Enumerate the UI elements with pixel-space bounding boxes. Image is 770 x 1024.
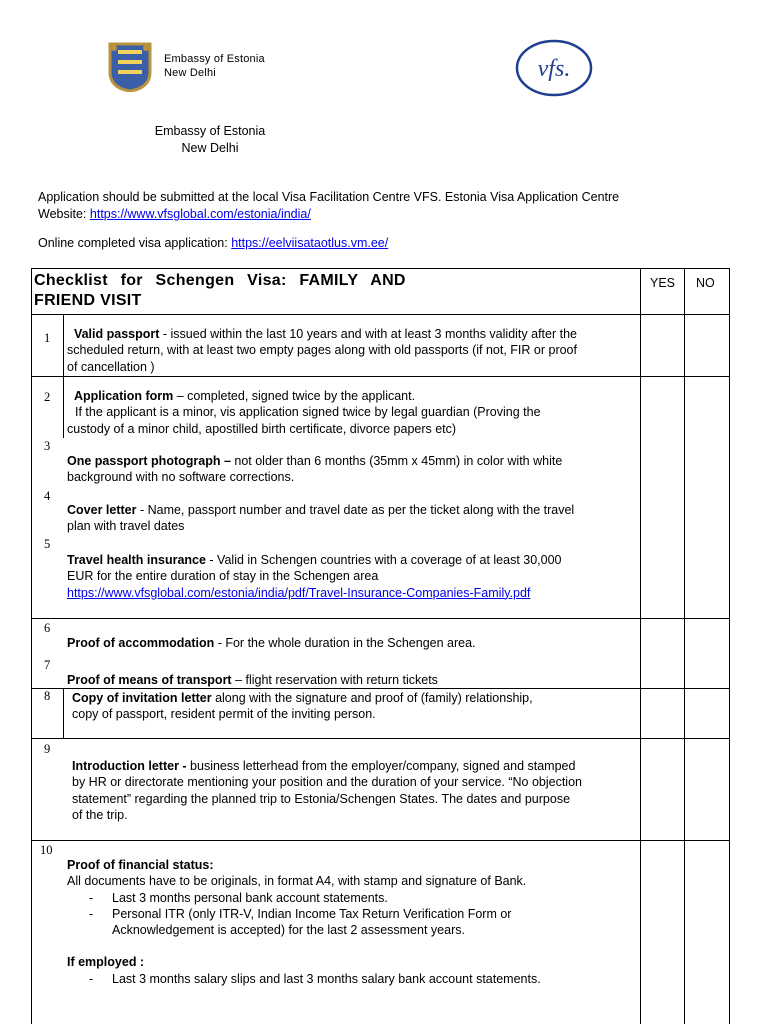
item-title: One passport photograph – [67,454,231,468]
item-text: of cancellation ) [67,359,155,374]
item-title: Cover letter [67,503,137,517]
item-title: Introduction letter - [72,759,187,773]
list-item [67,906,642,939]
title-line-2: FRIEND VISIT [34,292,142,309]
checklist-item-financial-status [67,857,642,987]
item-number: 9 [44,742,51,756]
list-item [67,971,642,987]
intro-paragraph [38,189,619,223]
online-application-link[interactable]: https://eelviisataotlus.vm.ee/ [231,236,389,250]
item-text: - Valid in Schengen countries with a coverage of at least 30,000 [205,553,562,567]
vfs-logo [514,38,594,98]
item-number: 5 [44,537,51,551]
financial-docs-list [67,890,642,939]
item-title: Proof of accommodation [67,636,215,650]
list-item-text: Last 3 months personal bank account statements. [112,890,388,905]
item-text: copy of passport, resident permit of the inviting person. [72,707,376,722]
item-title: Proof of financial status: [67,858,214,872]
embassy-address [0,123,420,157]
checklist-item-transport [67,672,642,688]
list-item-text: Last 3 months salary slips and last 3 months salary bank account statements. [112,971,541,986]
item-text: statement” regarding the planned trip to Estonia/Schengen States. The dates and purpose [72,791,571,806]
item-text: EUR for the entire duration of stay in the Schengen area [67,569,379,584]
item-text: custody of a minor child, apostilled birth certificate, divorce papers etc) [67,421,457,436]
bullet-dash: - [89,906,94,921]
item-text: by HR or directorate mentioning your position and the duration of your service. “No objection [72,775,582,790]
item-title: Travel health insurance [67,553,206,567]
checklist-item-accommodation [67,635,642,651]
item-text: background with no software corrections. [67,470,295,485]
item-text: - Name, passport number and travel date as per the ticket along with the travel [136,503,575,517]
list-item-text: Personal ITR (only ITR-V, Indian Income Tax Return Verification Form or [112,906,512,921]
item-title: Application form [73,389,174,403]
item-text: plan with travel dates [67,519,185,534]
item-number: 3 [44,439,51,453]
checklist-item-photograph [67,453,642,486]
website-label: Website: [38,207,87,221]
insurance-companies-link[interactable]: https://www.vfsglobal.com/estonia/india/pdf/Travel-Insurance-Companies-Family.pdf [67,585,531,600]
column-yes: YES [650,276,676,290]
item-number: 2 [44,390,51,404]
bullet-dash: - [89,971,94,986]
bullet-dash: - [89,890,94,905]
item-text: All documents have to be originals, in format A4, with stamp and signature of Bank. [67,874,527,889]
item-number: 4 [44,489,51,503]
item-text: - issued within the last 10 years and with at least 3 months validity after the [159,327,577,341]
logo-line-1: Embassy of Estonia [164,53,265,65]
item-text: – flight reservation with return tickets [231,673,438,687]
address-line-1: Embassy of Estonia [154,124,266,138]
item-number: 7 [44,658,51,672]
title-line-1: Checklist for Schengen Visa: FAMILY AND [34,272,406,289]
checklist-item-insurance [67,552,642,601]
item-text: If the applicant is a minor, vis application signed twice by legal guardian (Proving the [75,405,541,420]
item-title: Copy of invitation letter [72,691,212,705]
checklist-item-invitation-letter [72,690,642,723]
online-application [38,236,388,250]
checklist-item-cover-letter [67,502,642,535]
item-text: not older than 6 months (35mm x 45mm) in color with white [230,454,563,468]
intro-line-1: Application should be submitted at the local Visa Facilitation Centre VFS. Estonia Visa Application Centre [38,190,620,204]
item-number: 10 [40,843,53,857]
item-number: 6 [44,621,51,635]
item-text: – completed, signed twice by the applicant. [173,389,416,403]
item-title: Proof of means of transport [67,673,232,687]
column-no: NO [696,276,715,290]
online-label: Online completed visa application: [38,236,228,250]
employed-docs-list [67,971,642,987]
item-number: 1 [44,331,51,345]
checklist-item-application-form [67,388,642,437]
estonia-coat-of-arms-logo [108,42,152,92]
item-text: along with the signature and proof of (family) relationship, [211,691,533,705]
logo-line-2: New Delhi [164,67,216,79]
item-text: of the trip. [72,807,128,822]
item-text: business letterhead from the employer/company, signed and stamped [186,759,576,773]
item-text: scheduled return, with at least two empty pages along with old passports (if not, FIR or proof [67,343,577,358]
checklist-title [34,271,444,311]
list-item-text: Acknowledgement is accepted) for the last 2 assessment years. [112,923,465,938]
item-text: - For the whole duration in the Schengen area. [214,636,476,650]
checklist-item-introduction-letter [72,758,642,823]
list-item [67,890,642,906]
website-link[interactable]: https://www.vfsglobal.com/estonia/india/ [89,207,311,221]
vfs-logo-text: vfs. [537,56,571,82]
checklist-item-passport [67,326,642,375]
item-number: 8 [44,689,51,703]
item-title: Valid passport [73,327,160,341]
embassy-logo-text [164,52,265,80]
employed-heading: If employed : [67,955,145,970]
address-line-2: New Delhi [181,141,239,155]
